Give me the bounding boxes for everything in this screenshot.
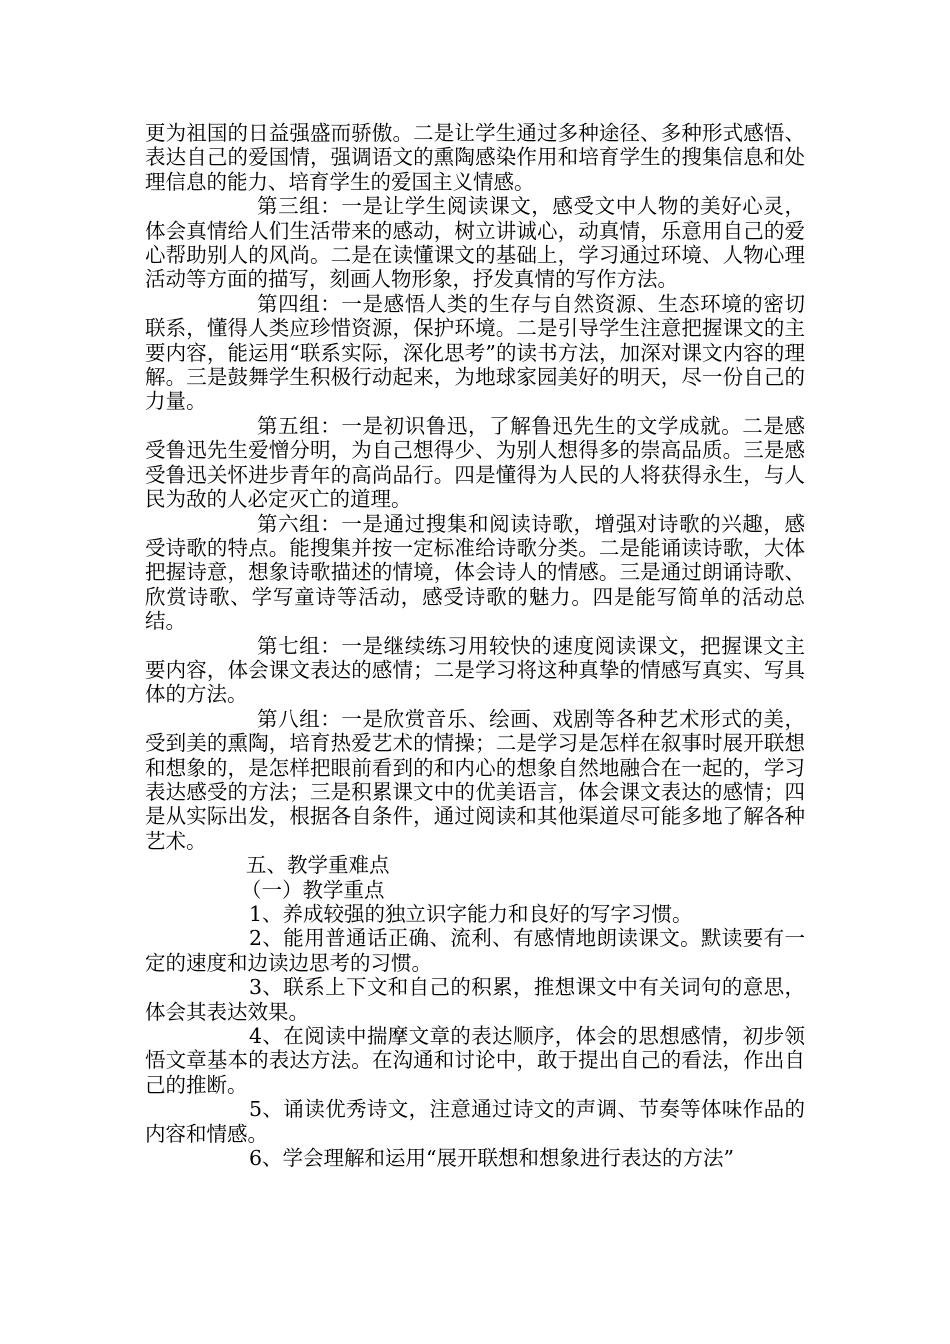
paragraph-group-8: 第八组：一是欣赏音乐、绘画、戏剧等各种艺术形式的美，受到美的熏陶，培育热爱艺术的情操；二是学习是怎样在叙事时展开联想和想象的，是怎样把眼前看到的和内心的想象自然地融合在一起的，学习表达感受的方法；三是积累课文中的优美语言，体会课文表达的感情；四是从实际出发，根据各自条件，通过阅读和其他渠道尽可能多地了解各种艺术。 (145, 706, 805, 853)
list-item-2: 2、能用普通话正确、流利、有感情地朗读课文。默读要有一定的速度和边读边思考的习惯。 (145, 926, 805, 975)
paragraph-group-7: 第七组：一是继续练习用较快的速度阅读课文，把握课文主要内容，体会课文表达的感情；二是学习将这种真挚的情感写真实、写具体的方法。 (145, 633, 805, 707)
subsection-heading-key-points: （一）教学重点 (241, 877, 385, 902)
list-item-1: 1、养成较强的独立识字能力和良好的写字习惯。 (249, 902, 693, 926)
section-heading-teaching-focus: 五、教学重难点 (246, 853, 390, 878)
document-page (145, 121, 805, 1170)
paragraph-group-4: 第四组：一是感悟人类的生存与自然资源、生态环境的密切联系，懂得人类应珍惜资源，保护环境。二是引导学生注意把握课文的主要内容，能运用“联系实际，深化思考”的读书方法，加深对课文内容的理解。三是鼓舞学生积极行动起来，为地球家园美好的明天，尽一份自己的力量。 (145, 291, 805, 414)
paragraph-intro-continuation: 更为祖国的日益强盛而骄傲。二是让学生通过多种途径、多种形式感悟、表达自己的爱国情，强调语文的熏陶感染作用和培育学生的搜集信息和处理信息的能力、培育学生的爱国主义情感。 (145, 121, 805, 194)
paragraph-group-5: 第五组：一是初识鲁迅，了解鲁迅先生的文学成就。二是感受鲁迅先生爱憎分明，为自己想得少、为别人想得多的崇高品质。三是感受鲁迅关怀进步青年的高尚品行。四是懂得为人民的人将获得永生，与人民为敌的人必定灭亡的道理。 (145, 413, 805, 512)
list-item-6: 6、学会理解和运用“展开联想和想象进行表达的方法” (249, 1146, 735, 1171)
paragraph-group-6: 第六组：一是通过搜集和阅读诗歌，增强对诗歌的兴趣，感受诗歌的特点。能搜集并按一定标准给诗歌分类。二是能诵读诗歌，大体把握诗意，想象诗歌描述的情境，体会诗人的情感。三是通过朗诵诗歌、欣赏诗歌、学写童诗等活动，感受诗歌的魅力。四是能写简单的活动总结。 (145, 511, 805, 634)
list-item-3: 3、联系上下文和自己的积累，推想课文中有关词句的意思，体会其表达效果。 (145, 975, 805, 1024)
list-item-5: 5、诵读优秀诗文，注意通过诗文的声调、节奏等体味作品的内容和情感。 (145, 1097, 805, 1146)
paragraph-group-3: 第三组：一是让学生阅读课文，感受文中人物的美好心灵，体会真情给人们生活带来的感动，树立讲诚心，动真情，乐意用自己的爱心帮助别人的风尚。二是在读懂课文的基础上，学习通过环境、人物心理活动等方面的描写，刻画人物形象，抒发真情的写作方法。 (145, 194, 805, 292)
list-item-4: 4、在阅读中揣摩文章的表达顺序，体会的思想感情，初步领悟文章基本的表达方法。在沟通和讨论中，敢于提出自己的看法，作出自己的推断。 (145, 1024, 805, 1097)
